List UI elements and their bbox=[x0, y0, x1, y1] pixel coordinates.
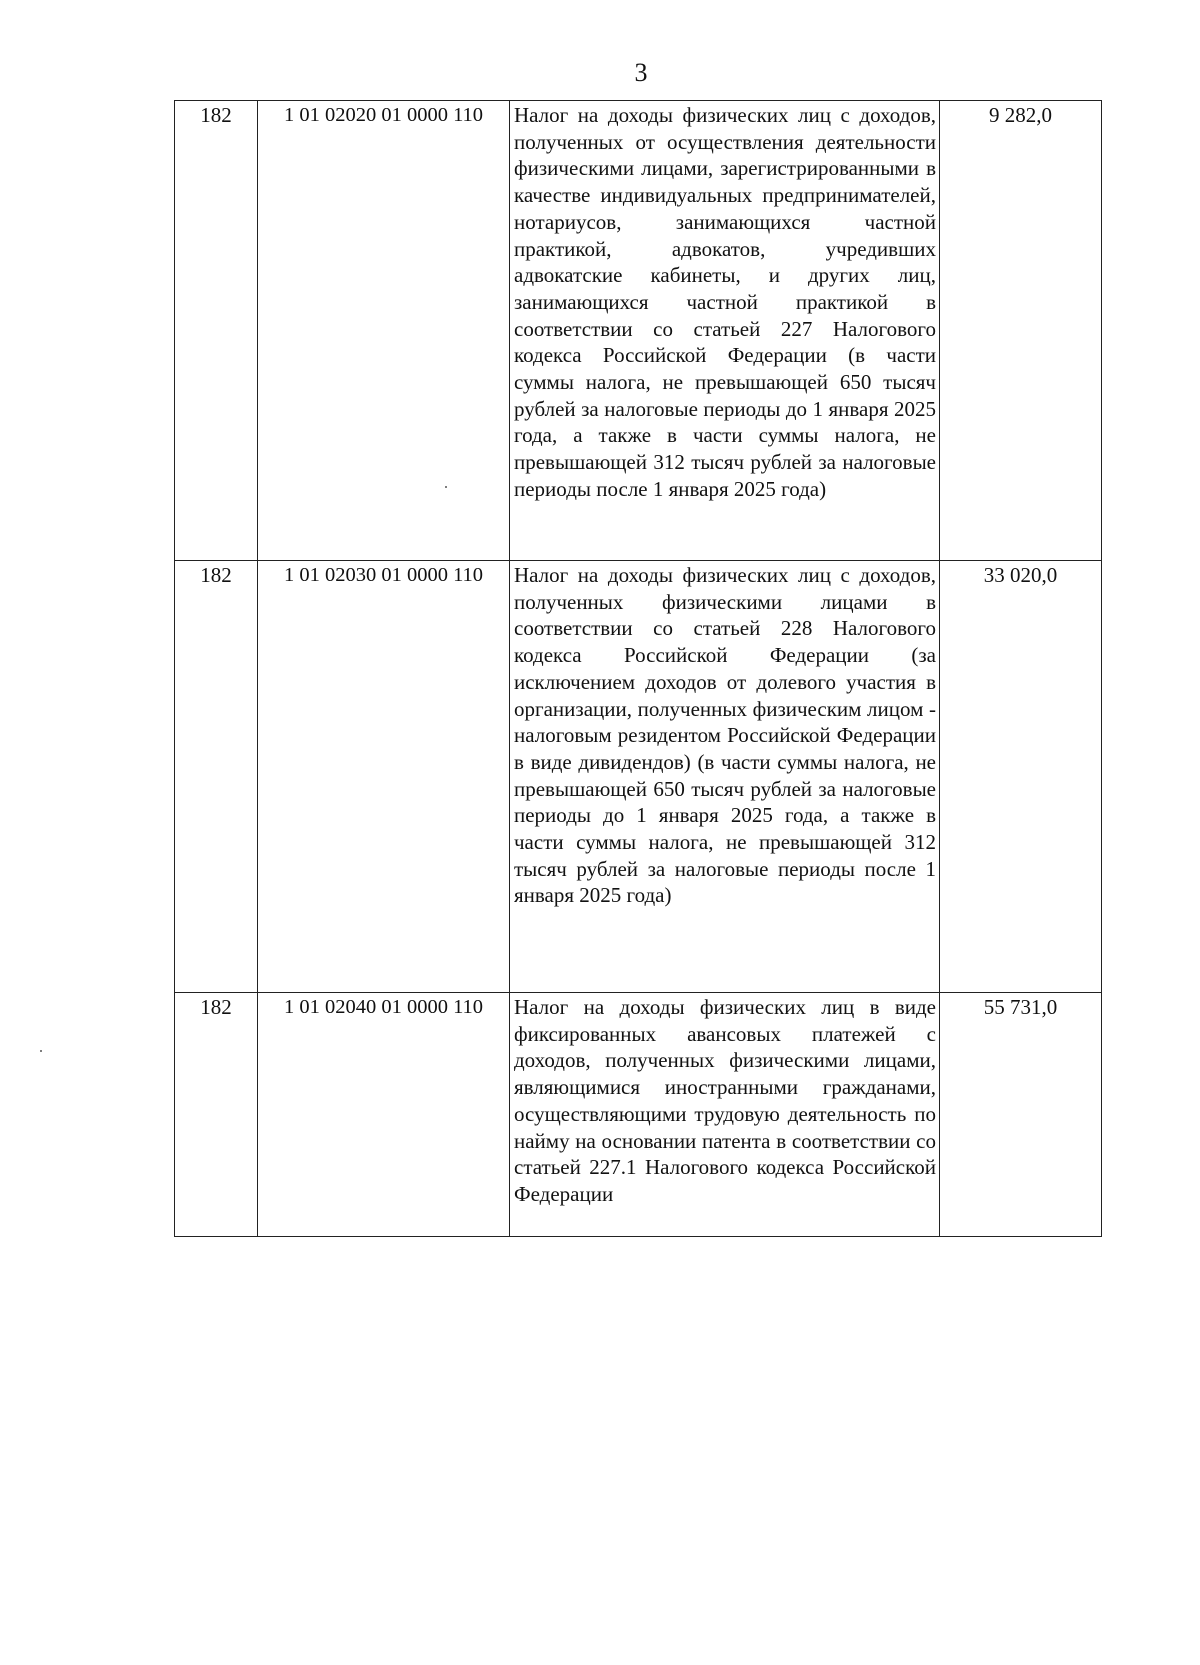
amount-cell: 9 282,0 bbox=[940, 101, 1102, 561]
admin-code-cell: 182 bbox=[175, 561, 258, 993]
table-row bbox=[175, 561, 1102, 993]
scan-speck bbox=[40, 1050, 42, 1052]
revenue-name-cell: Налог на доходы физических лиц с доходов, полученных физическими лицами в соответствии со статьей 228 Налогового кодекса Российской Федерации (за исключением доходов от долевого участия в организации, полученных физическим лицом - налоговым резидентом Российской Федерации в виде дивидендов) (в части суммы налога, не превышающей 650 тысяч рублей за налоговые периоды до 1 января 2025 года, а также в части суммы налога, не превышающей 312 тысяч рублей за налоговые периоды после 1 января 2025 года) bbox=[510, 561, 940, 993]
amount-cell: 55 731,0 bbox=[940, 993, 1102, 1237]
revenue-name-cell: Налог на доходы физических лиц в виде фиксированных авансовых платежей с доходов, полученных физическими лицами, являющимися иностранными гражданами, осуществляющими трудовую деятельность по найму на основании патента в соответствии со статьей 227.1 Налогового кодекса Российской Федерации bbox=[510, 993, 940, 1237]
kbk-code-cell: 1 01 02020 01 0000 110 bbox=[258, 101, 510, 561]
revenue-table bbox=[174, 100, 1102, 1237]
table-row bbox=[175, 101, 1102, 561]
revenue-name-cell: Налог на доходы физических лиц с доходов, полученных от осуществления деятельности физическими лицами, зарегистрированными в качестве индивидуальных предпринимателей, нотариусов, занимающихся частной практикой, адвокатов, учредивших адвокатские кабинеты, и других лиц, занимающихся частной практикой в соответствии со статьей 227 Налогового кодекса Российской Федерации (в части суммы налога, не превышающей 650 тысяч рублей за налоговые периоды до 1 января 2025 года, а также в части суммы налога, не превышающей 312 тысяч рублей за налоговые периоды после 1 января 2025 года) bbox=[510, 101, 940, 561]
scan-speck bbox=[445, 486, 447, 488]
admin-code-cell: 182 bbox=[175, 993, 258, 1237]
kbk-code-cell: 1 01 02040 01 0000 110 bbox=[258, 993, 510, 1237]
admin-code-cell: 182 bbox=[175, 101, 258, 561]
amount-cell: 33 020,0 bbox=[940, 561, 1102, 993]
table-row bbox=[175, 993, 1102, 1237]
kbk-code-cell: 1 01 02030 01 0000 110 bbox=[258, 561, 510, 993]
page-number: 3 bbox=[634, 58, 648, 87]
